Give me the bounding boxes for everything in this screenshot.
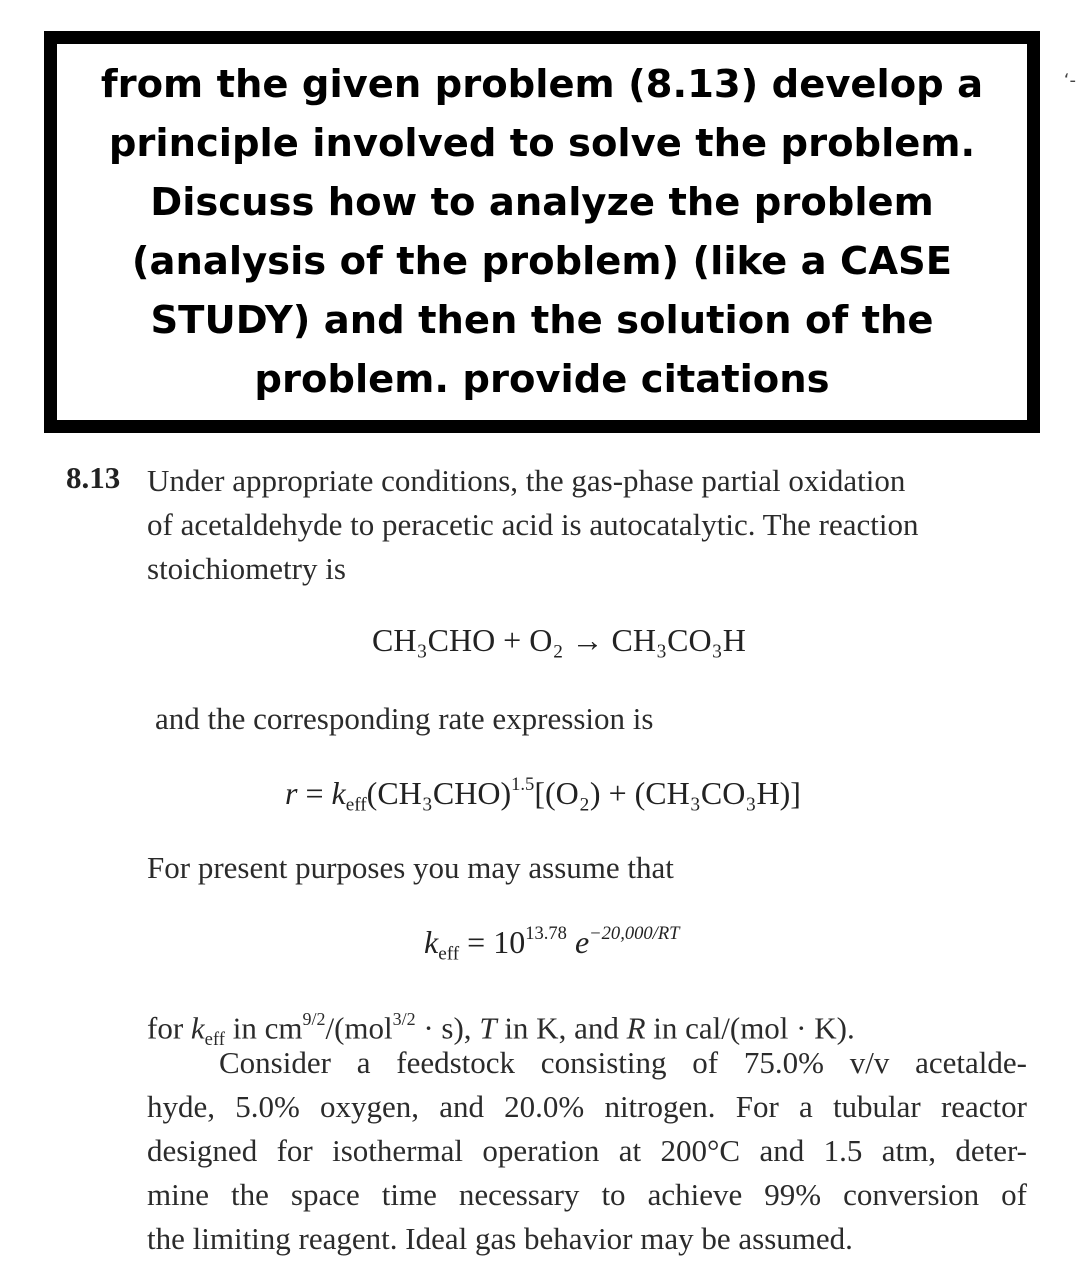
prompt-line: (analysis of the problem) (like a CASE (131, 239, 953, 284)
question-prompt-box (44, 31, 1040, 433)
rate-expression: $r = k_{eff}(CH_3CHO)^{1.5}[(O_2) + (CH_3CO_3H)]$ (285, 774, 801, 816)
stoichiometry-equation (372, 622, 746, 659)
plus-sign: + (503, 622, 522, 658)
keff-expression: $k_{eff} = 10^{13.78}$ $e^{-20,000/RT}$ (424, 923, 680, 965)
statement-line: mine the space time necessary to achieve 99% conversion of (147, 1177, 1027, 1212)
rate-intro: and the corresponding rate expression is (155, 701, 654, 736)
prompt-line: Discuss how to analyze the problem (150, 180, 934, 225)
corner-mark: ʻ- (1063, 70, 1076, 91)
assumption-intro: For present purposes you may assume that (147, 850, 674, 885)
reaction-arrow: → (571, 622, 604, 658)
reactant-acetaldehyde: CH₃CHO (372, 622, 496, 658)
question-prompt-text (77, 55, 1007, 409)
statement-line: designed for isothermal operation at 200°C and 1.5 atm, deter- (147, 1133, 1027, 1168)
prompt-line: principle involved to solve the problem. (108, 121, 976, 166)
statement-line: Consider a feedstock consisting of 75.0% v/v acetalde- (219, 1045, 1027, 1080)
prompt-line: from the given problem (8.13) develop a (100, 62, 984, 107)
statement-line: hyde, 5.0% oxygen, and 20.0% nitrogen. For a tubular reactor (147, 1089, 1027, 1124)
reactant-oxygen: O₂ (529, 622, 564, 658)
intro-line: Under appropriate conditions, the gas-phase partial oxidation (147, 463, 906, 498)
product-peracetic-acid: CH₃CO₃H (611, 622, 746, 658)
prompt-line: STUDY) and then the solution of the (150, 298, 934, 343)
prompt-line: problem. provide citations (254, 357, 830, 402)
units-line: for $k_{eff}$ in $cm^{9/2}/(mol^{3/2} \cdot s)$, T in K, and R in cal/(mol · K). (147, 1009, 855, 1050)
problem-statement (147, 1041, 1027, 1261)
intro-line: stoichiometry is (147, 551, 346, 586)
problem-intro (147, 459, 1027, 591)
problem-number: 8.13 (66, 460, 121, 495)
statement-line: the limiting reagent. Ideal gas behavior may be assumed. (147, 1221, 853, 1256)
intro-line: of acetaldehyde to peracetic acid is autocatalytic. The reaction (147, 507, 919, 542)
